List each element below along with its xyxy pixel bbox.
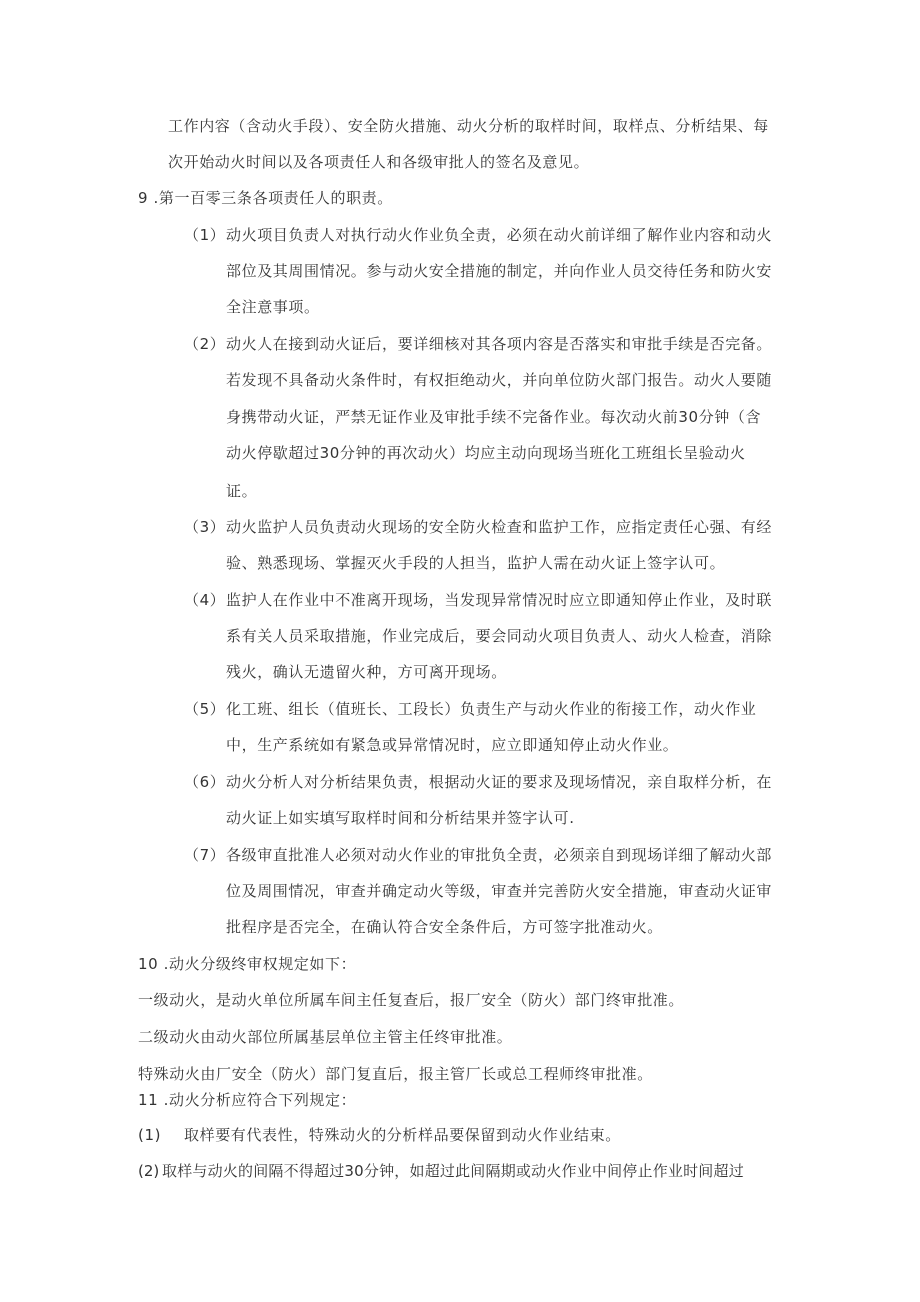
item-2-line-2: 若发现不具备动火条件时，有权拒绝动火，并向单位防火部门报告。动火人要随	[226, 371, 773, 389]
item-5-line-1: 化工班、组长（值班长、工段长）负责生产与动火作业的衔接工作，动火作业	[226, 700, 757, 718]
item-6-number: （6）	[184, 773, 226, 791]
item-2-line-1: 动火人在接到动火证后，要详细核对其各项内容是否落实和审批手续是否完备。	[226, 335, 773, 353]
item-2-line-5: 证。	[226, 482, 258, 500]
item-3-line-1: 动火监护人员负责动火现场的安全防火检查和监护工作，应指定责任心强、有经	[226, 518, 773, 536]
item-7-number: （7）	[184, 846, 226, 864]
item-4-number: （4）	[184, 591, 226, 609]
item-7-line-1: 各级审直批准人必须对动火作业的审批负全责，必须亲自到现场详细了解动火部	[226, 846, 773, 864]
section-10-heading: 10 .动火分级终审权规定如下：	[138, 955, 357, 973]
section-10-paragraph-1: 一级动火，是动火单位所属车间主任复查后，报厂安全（防火）部门终审批准。	[138, 991, 685, 1009]
item-1-line-3: 全注意事项。	[226, 298, 320, 316]
section-9-heading: 9 .第一百零三条各项责任人的职责。	[138, 189, 393, 207]
item-2-line-3: 身携带动火证，严禁无证作业及审批手续不完备作业。每次动火前30分钟（含	[226, 408, 762, 426]
intro-line-1: 工作内容（含动火手段）、安全防火措施、动火分析的取样时间，取样点、分析结果、每	[168, 117, 769, 135]
item-2-line-4: 动火停歇超过30分钟的再次动火）均应主动向现场当班化工班组长呈验动火	[226, 444, 746, 462]
section-10-paragraph-3: 特殊动火由厂安全（防火）部门复直后，报主管厂长或总工程师终审批准。	[138, 1065, 653, 1083]
section-11-item-1-text: 取样要有代表性，特殊动火的分析样品要保留到动火作业结束。	[184, 1126, 621, 1144]
item-1-line-2: 部位及其周围情况。参与动火安全措施的制定，并向作业人员交待任务和防火安	[226, 262, 773, 280]
item-4-line-2: 系有关人员采取措施，作业完成后，要会同动火项目负责人、动火人检查，消除	[226, 627, 773, 645]
item-4-line-1: 监护人在作业中不准离开现场，当发现异常情况时应立即通知停止作业，及时联	[226, 591, 773, 609]
item-1-line-1: 动火项目负责人对执行动火作业负全责，必须在动火前详细了解作业内容和动火	[226, 226, 773, 244]
item-1-number: （1）	[184, 226, 226, 244]
section-11-item-2-number: (2)	[138, 1162, 160, 1180]
item-6-line-2: 动火证上如实填写取样时间和分析结果并签字认可.	[226, 809, 575, 827]
item-6-line-1: 动火分析人对分析结果负责，根据动火证的要求及现场情况，亲自取样分析，在	[226, 773, 773, 791]
item-7-line-2: 位及周围情况，审查并确定动火等级，审查并完善防火安全措施，审查动火证审	[226, 882, 773, 900]
item-5-line-2: 中，生产系统如有紧急或异常情况时，应立即通知停止动火作业。	[226, 736, 679, 754]
item-4-line-3: 残火，确认无遗留火种，方可离开现场。	[226, 663, 507, 681]
item-2-number: （2）	[184, 335, 226, 353]
item-3-number: （3）	[184, 518, 226, 536]
section-10-paragraph-2: 二级动火由动火部位所属基层单位主管主任终审批准。	[138, 1028, 513, 1046]
section-11-item-1-number: (1)	[138, 1126, 162, 1144]
section-11-item-2-text: 取样与动火的间隔不得超过30分钟，如超过此间隔期或动火作业中间停止作业时间超过	[162, 1162, 744, 1180]
section-11-heading: 11 .动火分析应符合下列规定：	[138, 1091, 357, 1109]
item-7-line-3: 批程序是否完全，在确认符合安全条件后，方可签字批准动火。	[226, 918, 663, 936]
item-3-line-2: 验、熟悉现场、掌握灭火手段的人担当，监护人需在动火证上签字认可。	[226, 554, 726, 572]
item-5-number: （5）	[184, 700, 226, 718]
intro-line-2: 次开始动火时间以及各项责任人和各级审批人的签名及意见。	[168, 153, 590, 171]
